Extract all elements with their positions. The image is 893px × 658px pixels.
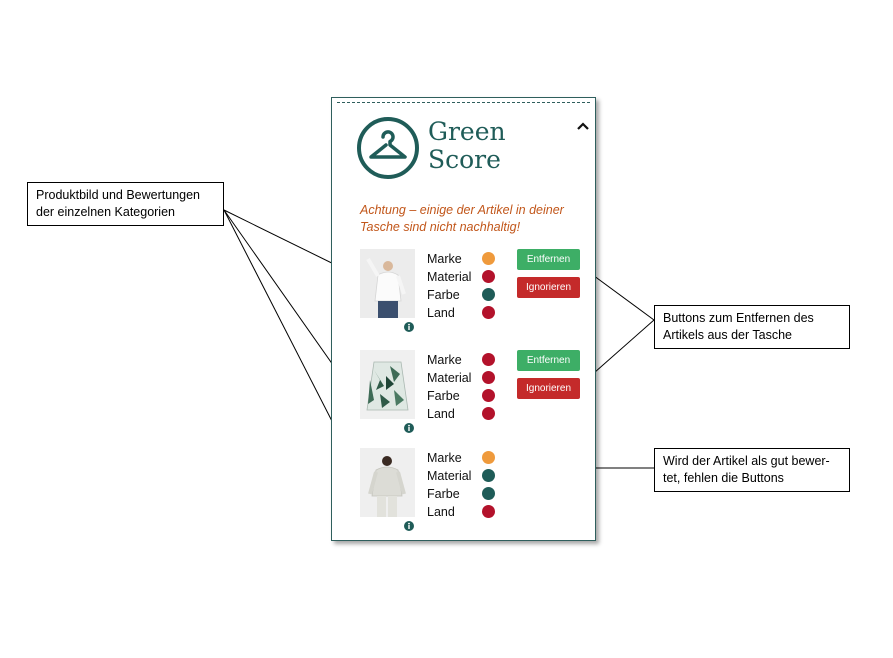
rating-dot [482,288,495,301]
rating-row [427,370,497,388]
annotation-text: der einzelnen Kategorien [36,205,175,219]
rating-label: Farbe [427,487,460,501]
brand-wordmark [428,118,506,174]
info-icon[interactable] [404,322,414,332]
info-icon[interactable] [404,423,414,433]
list-item [360,249,590,339]
ignore-button[interactable]: Ignorieren [517,378,580,399]
remove-button[interactable]: Entfernen [517,350,580,371]
info-icon[interactable] [404,521,414,531]
rating-dot [482,353,495,366]
green-score-panel [331,97,596,541]
rating-label: Land [427,505,455,519]
product-image [360,350,415,419]
rating-dot [482,371,495,384]
pointer-line [224,210,345,382]
annotation-product-ratings [27,182,224,226]
annotation-text: Produktbild und Bewertungen [36,188,201,202]
rating-dot [482,407,495,420]
rating-row [427,504,497,522]
ratings [427,450,497,522]
brand-line: Green [428,117,506,146]
annotation-text: Artikels aus der Tasche [663,328,792,342]
rating-label: Farbe [427,288,460,302]
rating-row [427,388,497,406]
rating-dot [482,487,495,500]
rating-dot [482,306,495,319]
rating-label: Land [427,306,455,320]
rating-row [427,406,497,424]
rating-label: Material [427,270,472,284]
rating-row [427,269,497,287]
rating-row [427,287,497,305]
rating-row [427,352,497,370]
rating-dot [482,505,495,518]
remove-button[interactable]: Entfernen [517,249,580,270]
rating-dot [482,270,495,283]
ratings [427,352,497,424]
rating-row [427,450,497,468]
rating-label: Material [427,371,472,385]
annotation-buttons [654,305,850,349]
rating-dot [482,252,495,265]
rating-row [427,251,497,269]
list-item [360,448,590,538]
rating-label: Marke [427,252,462,266]
rating-label: Marke [427,451,462,465]
ratings [427,251,497,323]
pointer-line [586,320,654,380]
chevron-up-icon[interactable] [576,119,590,133]
rating-row [427,486,497,504]
rating-dot [482,451,495,464]
annotation-text: Wird der Artikel als gut bewer- [663,454,830,468]
rating-label: Marke [427,353,462,367]
warning-text: Achtung – einige der Artikel in deiner Tasche sind nicht nachhaltig! [360,203,564,234]
dashed-divider [337,102,590,103]
annotation-text: Buttons zum Entfernen des [663,311,814,325]
brand-line: Score [428,145,501,174]
annotation-text: tet, fehlen die Buttons [663,471,784,485]
rating-label: Farbe [427,389,460,403]
rating-dot [482,389,495,402]
rating-row [427,468,497,486]
product-image [360,448,415,517]
rating-dot [482,469,495,482]
product-image [360,249,415,318]
annotation-good-item [654,448,850,492]
list-item [360,350,590,440]
pointer-line [586,270,654,320]
rating-row [427,305,497,323]
hanger-icon [356,116,420,180]
rating-label: Material [427,469,472,483]
rating-label: Land [427,407,455,421]
ignore-button[interactable]: Ignorieren [517,277,580,298]
